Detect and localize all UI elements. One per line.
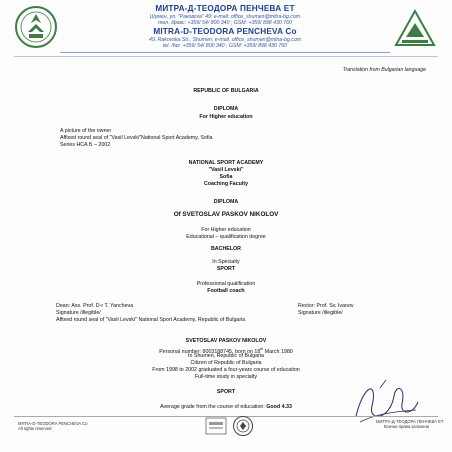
specialty-final: SPORT xyxy=(216,389,236,395)
republic-heading: REPUBLIC OF BULGARIA xyxy=(193,88,259,94)
academy-patron: "Vasil Levski" xyxy=(208,167,244,173)
education-level: For Higher education xyxy=(201,227,251,233)
footer-rights-bg: Всички права запазени xyxy=(384,424,429,429)
academy-name: NATIONAL SPORT ACADEMY xyxy=(188,160,264,166)
letterhead-name-en: MITRA-D-TEODORA PENCHEVA Co xyxy=(153,27,297,36)
footer-rights: All rights reserved xyxy=(18,426,52,431)
footer-right xyxy=(376,419,443,429)
degree-label: Educational – qualification degree xyxy=(186,234,266,240)
birth-month-year: March 1980 xyxy=(263,348,293,355)
letterhead-address-bg: Шумен, ул. "Раковска" 49; e-mail: office_shumen@mitra-bg.com xyxy=(149,14,301,20)
dean-line: Dean: Ass. Prof. D-r T. Yancheva xyxy=(56,303,134,309)
mitra-logo-right-icon xyxy=(392,5,438,49)
rector-line: Rector: Prof. Sv. Ivanov xyxy=(298,303,354,309)
citizenship: Citizen of Republic of Bulgaria xyxy=(190,360,262,366)
footer-company-bg: МИТРА-Д-ТЕОДОРА ПЕНЧЕВА ЕТ xyxy=(376,419,444,424)
letterhead-address-en: 49, Rakovska Str., Shumen; e-mail: office_shumen@mitra-bg.com xyxy=(148,37,302,43)
translation-note: Translation from Bulgarian language xyxy=(342,67,426,73)
letterhead-rule xyxy=(60,52,390,53)
qualification-value: Football coach xyxy=(207,288,245,294)
degree-value: BACHELOR xyxy=(210,246,241,252)
diploma-title: DIPLOMA xyxy=(213,199,239,205)
date-suffix: th xyxy=(260,347,264,351)
dean-signature: Signature /illegible/ xyxy=(56,310,101,316)
round-seal-icon xyxy=(232,415,254,437)
letterhead-name-bg: МИТРА-Д-ТЕОДОРА ПЕНЧЕВА ЕТ xyxy=(155,4,295,13)
faculty-name: Coaching Faculty xyxy=(203,181,249,187)
specialty-label: In Specialty xyxy=(212,259,240,265)
letterhead-phone-en: tel. /fax: +359/ 54/ 800 340 ; GSM: +359/ 898 430 760 xyxy=(162,43,287,49)
mitra-logo-left-icon xyxy=(14,5,58,49)
specialty-value: SPORT xyxy=(216,266,236,272)
academy-city: Sofia xyxy=(219,174,233,180)
diploma-holder-line: Of SVETOSLAV PASKOV NIKOLOV xyxy=(173,211,279,218)
seal-note-2: Affixed round seal of "Vasil Levski" National Sport Academy, Republic of Bulgaria xyxy=(56,317,246,323)
personal-number-text: Personal number: 8003188745, born on 18 xyxy=(159,348,261,355)
letterhead xyxy=(0,0,452,62)
average-grade-value: Good 4.33 xyxy=(266,404,292,410)
qualification-label: Professional qualification xyxy=(196,281,256,287)
birthplace: In Shumen, Republic of Bulgaria xyxy=(188,353,264,359)
for-higher-education-heading: For Higher education xyxy=(199,114,253,120)
study-mode: Full-time study in specialty xyxy=(194,374,258,380)
seal-note-1: Affixed round seal of "Vasil Levski"National Sport Academy, Sofia xyxy=(60,135,213,141)
footer-left xyxy=(18,421,88,431)
header-divider xyxy=(14,56,438,57)
diploma-heading: DIPLOMA xyxy=(213,106,239,112)
footer-company: MITRA-D-TEODORA PENCHEVA Co xyxy=(18,421,88,426)
series-note: Series НСА Б – 2002 xyxy=(60,142,111,148)
certification-stamp-icon xyxy=(205,415,227,437)
letterhead-phone-bg: тел. /факс: +359/ 54/ 800 340 ; GSM: +359/ 898 430 760 xyxy=(158,20,292,26)
study-period: From 1998 to 2002 graduated a four-years course of education xyxy=(152,367,300,373)
holder-name: SVETOSLAV PASKOV NIKOLOV xyxy=(185,338,267,344)
picture-note: A picture of the owner xyxy=(60,128,112,134)
rector-signature: Signature /illegible/ xyxy=(298,310,343,316)
average-grade-label: Average grade from the course of education: xyxy=(160,404,267,410)
